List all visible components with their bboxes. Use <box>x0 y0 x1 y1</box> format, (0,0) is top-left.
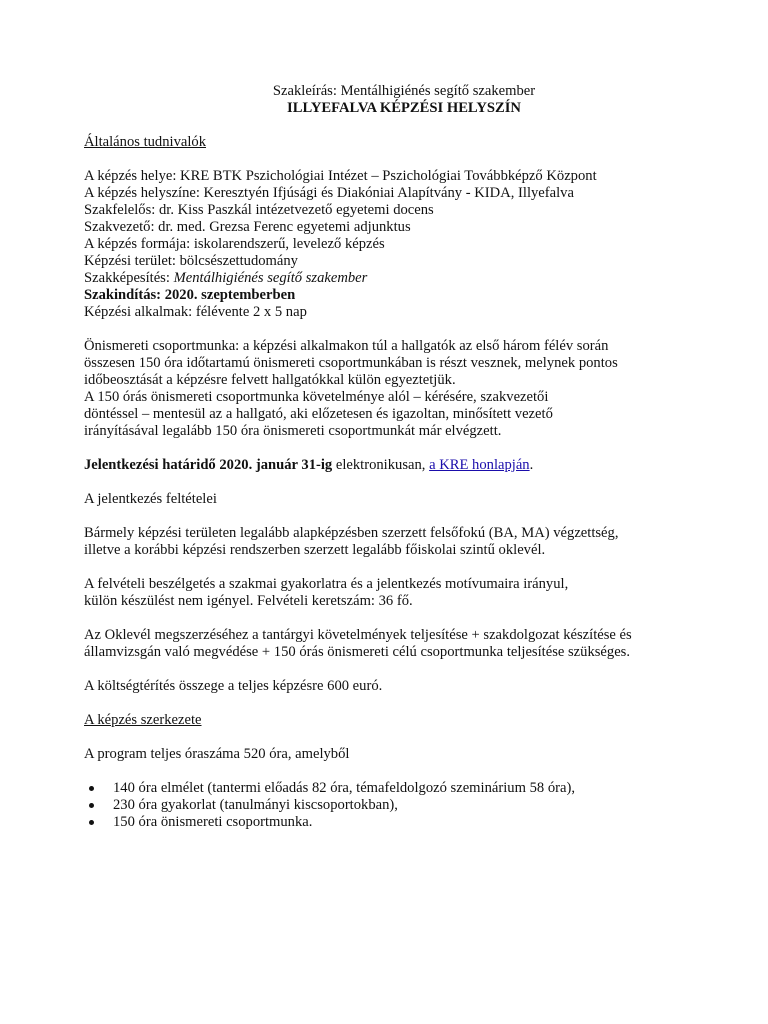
info-line-qualification <box>84 270 724 287</box>
bullet-icon <box>89 786 94 791</box>
deadline-end: . <box>529 457 534 473</box>
info-line-sessions: Képzési alkalmak: félévente 2 x 5 nap <box>84 304 307 320</box>
list-item <box>113 814 724 831</box>
section-heading-structure: A képzés szerkezete <box>84 712 202 728</box>
document-page <box>84 83 724 831</box>
requirements-p3-line-1: Az Oklevél megszerzéséhez a tantárgyi követelmények teljesítése + szakdolgozat készítése és <box>84 627 632 643</box>
section-heading-requirements: A jelentkezés feltételei <box>84 491 217 507</box>
deadline-line <box>84 457 724 474</box>
document-title: ILLYEFALVA KÉPZÉSI HELYSZÍN <box>287 100 521 116</box>
requirements-p2-line-2: külön készülést nem igényel. Felvételi keretszám: 36 fő. <box>84 593 413 609</box>
list-item-text: 140 óra elmélet (tantermi előadás 82 óra, témafeldolgozó szeminárium 58 óra), <box>113 780 575 796</box>
requirements-p1-line-1: Bármely képzési területen legalább alapképzésben szerzett felsőfokú (BA, MA) végzettség, <box>84 525 619 541</box>
selfknowledge-line-6: irányításával legalább 150 óra önismereti csoportmunkát már elvégzett. <box>84 423 502 439</box>
requirements-p3-line-2: államvizsgán való megvédése + 150 órás önismereti célú csoportmunka teljesítése szükséges. <box>84 644 631 660</box>
qualification-value: Mentálhigiénés segítő szakember <box>173 270 368 286</box>
list-item-text: 150 óra önismereti csoportmunka. <box>113 814 313 830</box>
bullet-icon <box>89 820 94 825</box>
requirements-p1-line-2: illetve a korábbi képzési rendszerben szerzett legalább főiskolai szintű oklevél. <box>84 542 546 558</box>
selfknowledge-line-1: Önismereti csoportmunka: a képzési alkalmakon túl a hallgatók az első három félév során <box>84 338 609 354</box>
info-line-start: Szakindítás: 2020. szeptemberben <box>84 287 296 303</box>
list-item <box>113 780 724 797</box>
requirements-p2-line-1: A felvételi beszélgetés a szakmai gyakorlatra és a jelentkezés motívumaira irányul, <box>84 576 569 592</box>
info-line-leader: Szakvezető: dr. med. Grezsa Ferenc egyetemi adjunktus <box>84 219 411 235</box>
deadline-bold: Jelentkezési határidő 2020. január 31-ig <box>84 457 333 473</box>
selfknowledge-line-3: időbeosztását a képzésre felvett hallgatókkal külön egyeztetjük. <box>84 372 456 388</box>
info-line-location: A képzés helye: KRE BTK Pszichológiai Intézet – Pszichológiai Továbbképző Központ <box>84 168 597 184</box>
selfknowledge-line-2: összesen 150 óra időtartamú önismereti csoportmunkában is részt vesznek, melynek pontos <box>84 355 618 371</box>
qualification-label: Szakképesítés: <box>84 270 174 286</box>
bullet-icon <box>89 803 94 808</box>
info-line-venue: A képzés helyszíne: Keresztyén Ifjúsági és Diakóniai Alapítvány - KIDA, Illyefalva <box>84 185 574 201</box>
deadline-text: elektronikusan, <box>332 457 430 473</box>
fee-line: A költségtérítés összege a teljes képzésre 600 euró. <box>84 678 383 694</box>
document-subtitle: Szakleírás: Mentálhigiénés segítő szakember <box>272 83 536 99</box>
selfknowledge-line-4: A 150 órás önismereti csoportmunka követelménye alól – kérésére, szakvezetői <box>84 389 549 405</box>
list-item-text: 230 óra gyakorlat (tanulmányi kiscsoportokban), <box>113 797 398 813</box>
info-line-responsible: Szakfelelős: dr. Kiss Paszkál intézetvezető egyetemi docens <box>84 202 434 218</box>
list-item <box>113 797 724 814</box>
info-line-form: A képzés formája: iskolarendszerű, levelező képzés <box>84 236 385 252</box>
kre-website-link[interactable]: a KRE honlapján <box>429 457 530 473</box>
structure-intro: A program teljes óraszáma 520 óra, amelyből <box>84 746 350 762</box>
info-line-field: Képzési terület: bölcsészettudomány <box>84 253 298 269</box>
section-heading-general: Általános tudnivalók <box>84 134 207 150</box>
structure-list <box>84 780 724 831</box>
selfknowledge-line-5: döntéssel – mentesül az a hallgató, aki előzetesen és igazoltan, minősített vezető <box>84 406 553 422</box>
